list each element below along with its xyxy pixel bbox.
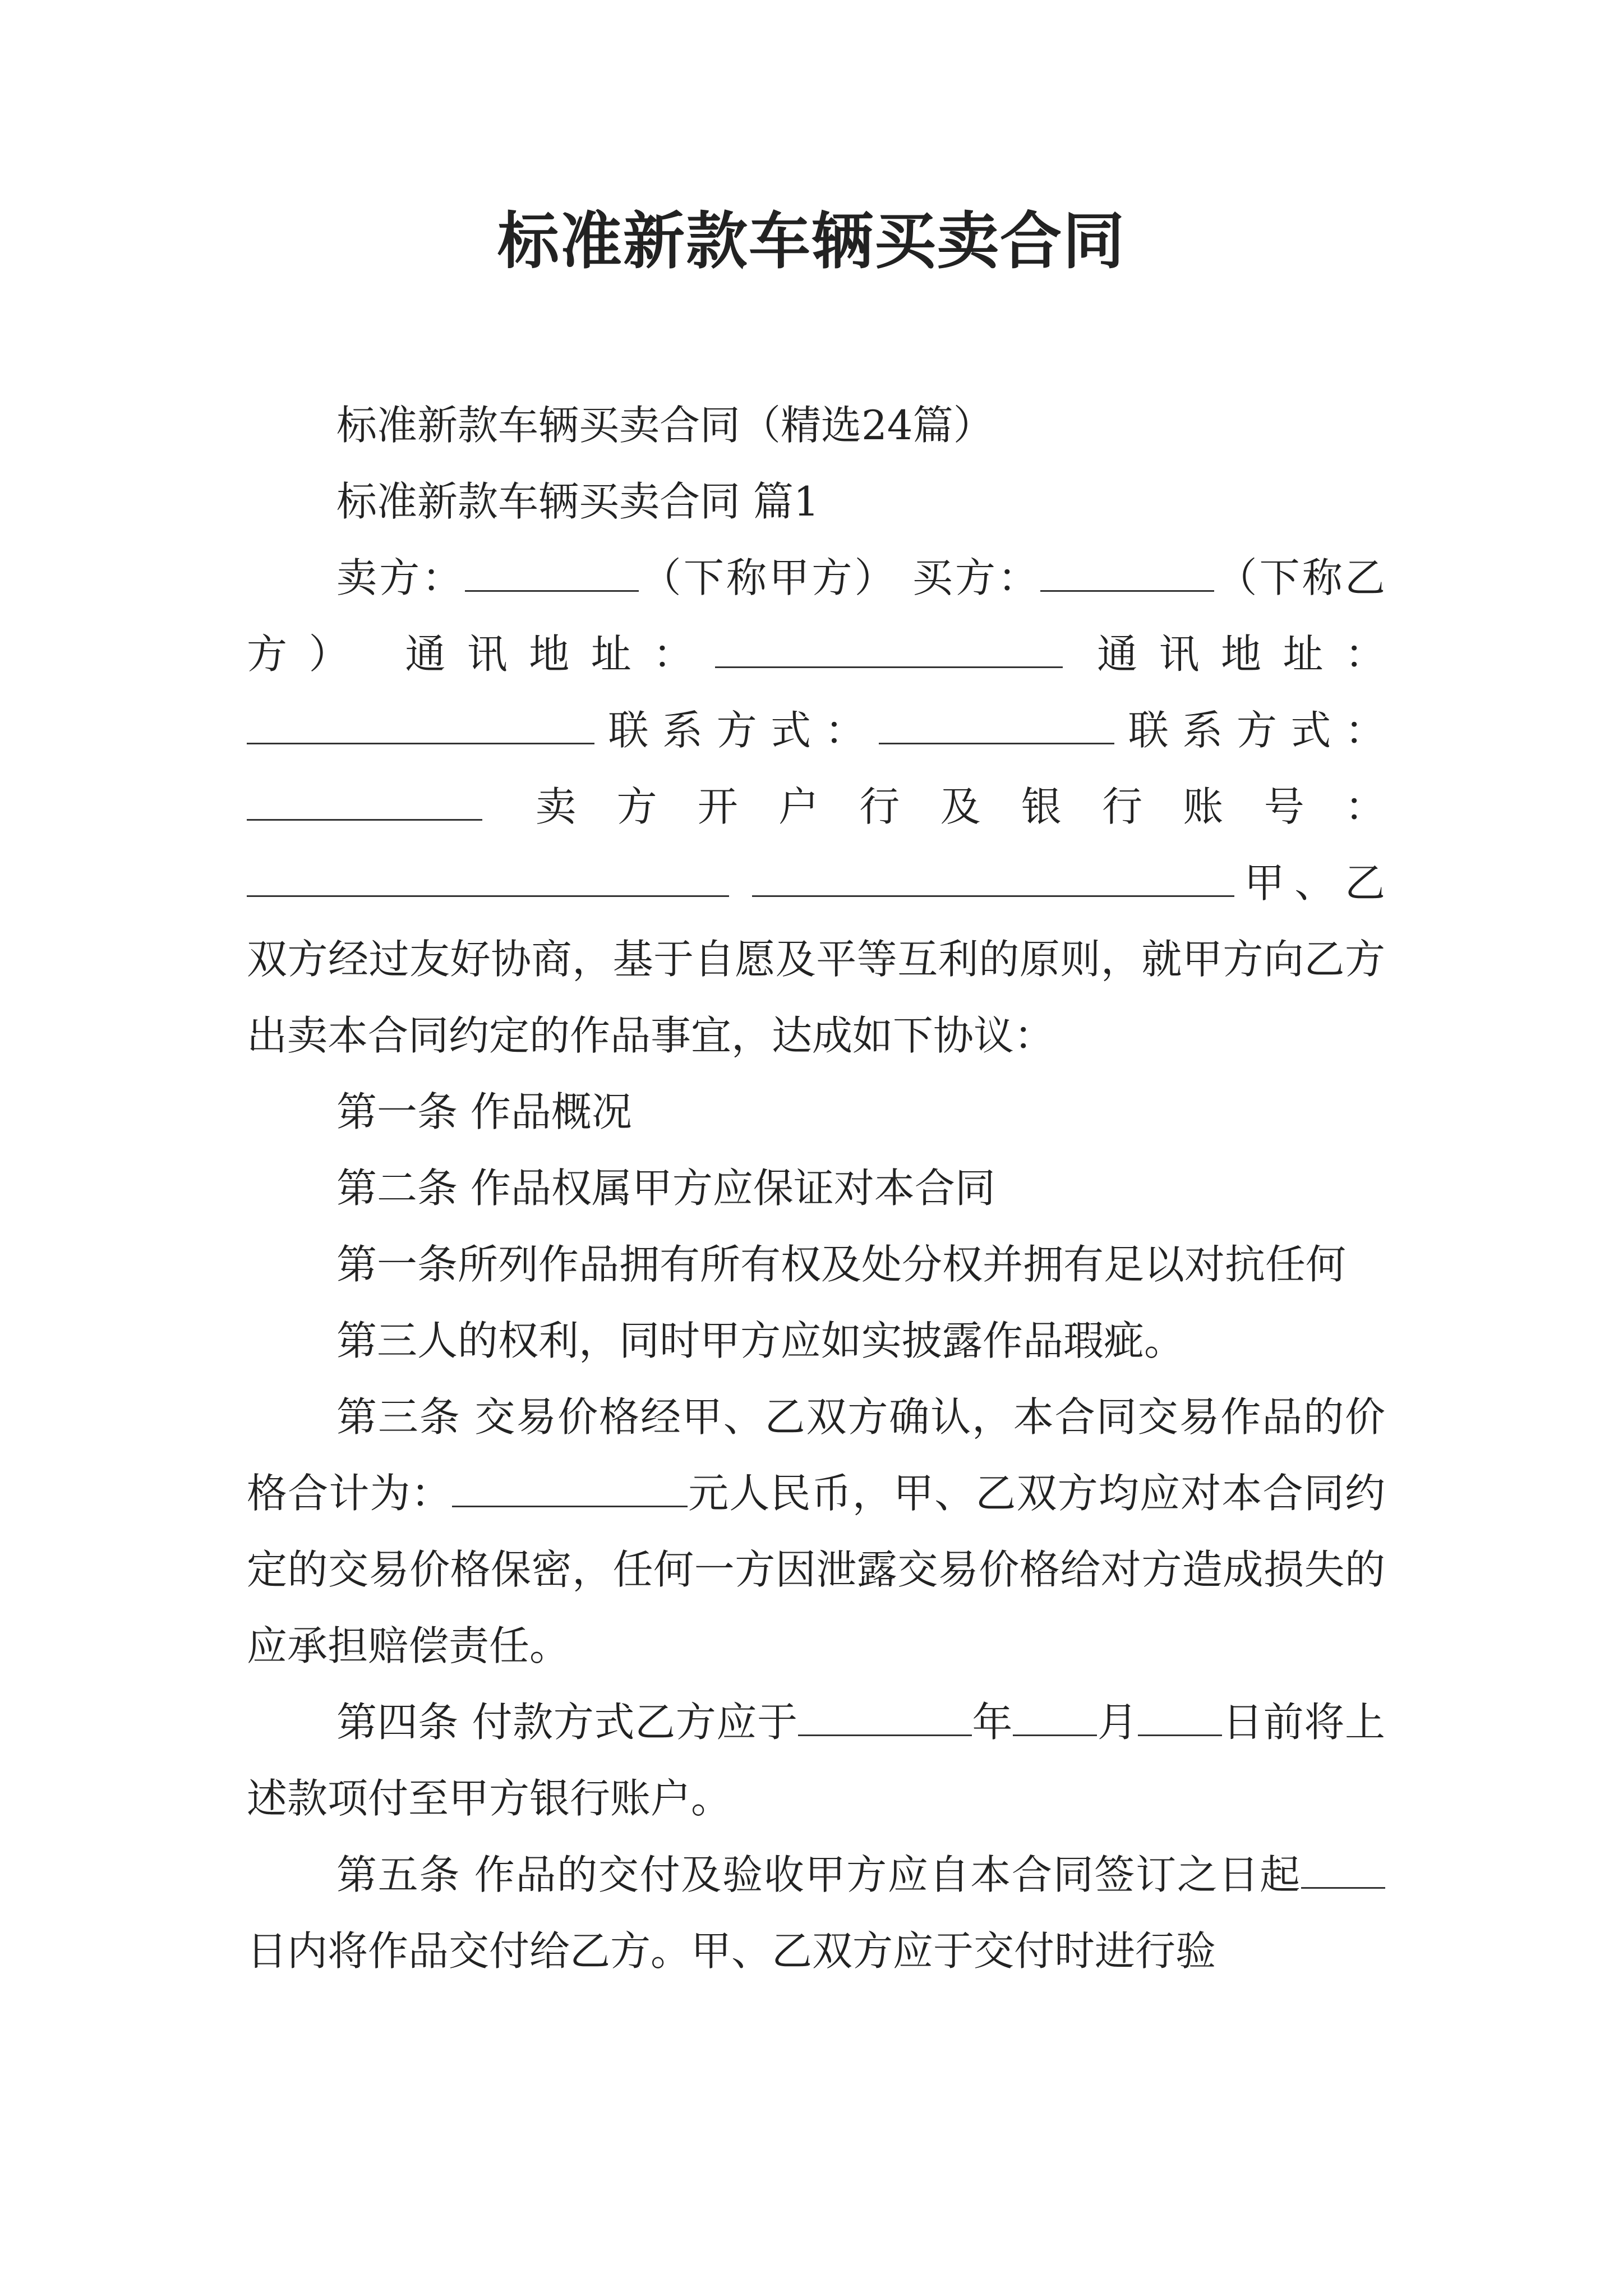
text-payment-rest: 日前将上述款项付至甲方银行账户。 [247, 1699, 1385, 1822]
text-year: 年 [971, 1699, 1013, 1746]
document-title: 标准新款车辆买卖合同 [497, 205, 1126, 277]
text-bank-label: 卖方开户行及银行账号： [482, 783, 1385, 830]
text-payment-intro: 第四条 付款方式乙方应于 [336, 1699, 798, 1746]
paragraph-article-1: 第一条 作品概况 [336, 1088, 632, 1135]
text-seller-label: 卖方： [336, 554, 465, 601]
blank-buyer-address [247, 709, 594, 744]
blank-year [798, 1701, 972, 1736]
blank-buyer-contact [247, 785, 482, 821]
blank-month [1013, 1701, 1097, 1736]
paragraph-section-heading: 标准新款车辆买卖合同 篇1 [336, 478, 819, 525]
blank-seller-contact [879, 709, 1114, 744]
blank-delivery-days [1301, 1853, 1385, 1889]
text-address-label-2: 通讯地址： [1062, 631, 1385, 678]
blank-bank-1 [247, 862, 729, 897]
text-delivery-rest: 日内将作品交付给乙方。甲、乙双方应于交付时进行验 [247, 1927, 1216, 1975]
text-agreement: 甲、乙双方经过友好协商，基于自愿及平等互利的原则，就甲方向乙方出卖本合同约定的作品事宜，达成如下协议： [247, 859, 1385, 1059]
blank-day [1138, 1701, 1222, 1736]
blank-seller [465, 556, 639, 592]
blank-price [452, 1472, 688, 1507]
blank-buyer [1040, 556, 1214, 592]
paragraph-article-2-cont: 第一条所列作品拥有所有权及处分权并拥有足以对抗任何 [336, 1241, 1347, 1288]
paragraph-parties [247, 540, 1385, 1074]
text-contact-label: 联系方式： [594, 707, 879, 754]
paragraph-article-4 [247, 1684, 1385, 1837]
text-address-label: （下称乙方） 通讯地址： [247, 554, 1385, 678]
paragraph-article-2-cont-2: 第三人的权利，同时甲方应如实披露作品瑕疵。 [336, 1317, 1185, 1364]
paragraph-subtitle: 标准新款车辆买卖合同（精选24篇） [336, 402, 994, 449]
text-price-rest: 元人民币，甲、乙双方均应对本合同约定的交易价格保密，任何一方因泄露交易价格给对方造成损失的应承担赔偿责任。 [247, 1470, 1385, 1669]
text-delivery-intro: 第五条 作品的交付及验收甲方应自本合同签订之日起 [336, 1851, 1301, 1898]
paragraph-article-5 [247, 1837, 1385, 1989]
text-month: 月 [1097, 1699, 1138, 1746]
text-buyer-label: （下称甲方） 买方： [638, 554, 1041, 601]
text-contact-label-2: 联系方式： [1114, 707, 1385, 754]
paragraph-article-2: 第二条 作品权属甲方应保证对本合同 [336, 1165, 995, 1212]
document-body [247, 387, 1385, 1989]
blank-bank-2 [752, 862, 1234, 897]
paragraph-article-3 [247, 1379, 1385, 1684]
text-price-intro: 第三条 交易价格经甲、乙双方确认，本合同交易作品的价格合计为： [247, 1393, 1385, 1517]
blank-seller-address [715, 633, 1063, 668]
